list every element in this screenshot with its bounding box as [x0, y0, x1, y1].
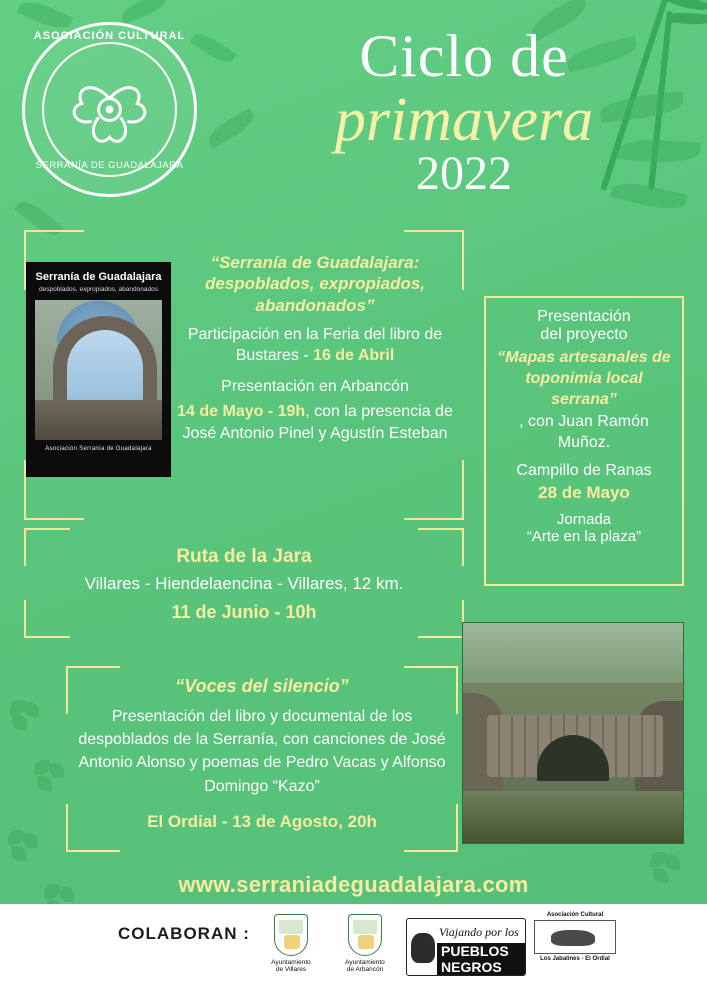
jabalines-line1: Asociación Cultural [546, 912, 604, 918]
ruta-title: Ruta de la Jara [176, 546, 312, 567]
book-event-line1 [176, 325, 454, 367]
pueblos-negros-logo [406, 918, 526, 976]
title-line-1: Ciclo de [359, 23, 569, 89]
website-url[interactable]: www.serraniadeguadalajara.com [178, 872, 529, 897]
mapas-place: Campillo de Ranas [516, 461, 652, 479]
voces-line1: Presentación del libro y documental de los despoblados de la Serranía, con canciones de José Antonio Alonso y poemas de Pedro Vacas y Alfonso Domingo “Kazo” [78, 708, 446, 795]
mapas-line4: Jornada [556, 510, 612, 528]
colaboran-label: COLABORAN : [118, 924, 250, 943]
book-cover-title: Serranía de Guadalajara [35, 271, 162, 283]
leaf-icon [119, 0, 170, 24]
book-cover-subtitle: despoblados, expropiados, abandonados [39, 286, 158, 293]
sponsor-pueblos-negros [406, 910, 526, 976]
jabalines-line2: Los Jabalines - El Ordial [540, 956, 610, 962]
book-cover-photo [35, 300, 162, 440]
pueblos-negros-line2: PUEBLOS NEGROS [437, 943, 525, 975]
book-event-line2-text: Presentación en Arbancón [221, 378, 409, 396]
sponsor-arbancon-line2: de Arbancón [346, 966, 384, 974]
pueblos-negros-line1: Viajando por los [439, 925, 519, 939]
stone-bridge-photo [462, 622, 684, 844]
boar-icon [534, 920, 616, 954]
ruta-block [34, 546, 454, 623]
mapas-line5: “Arte en la plaza” [526, 527, 642, 545]
sponsor-logos [258, 910, 616, 976]
book-event-title: “Serranía de Guadalajara: despoblados, expropiados, abandonados” [204, 253, 426, 315]
book-event-line1-date: 16 de Abril [313, 346, 395, 364]
book-cover-footer: Asociación Serranía de Guadalajara [45, 446, 152, 452]
mapas-block [492, 308, 676, 545]
sponsor-villares-line1: Ayuntamiento [271, 959, 311, 966]
voces-date: El Ordial - 13 de Agosto, 20h [147, 811, 377, 831]
footer-sponsors-bar [0, 904, 707, 1000]
coat-of-arms-icon [274, 914, 308, 956]
book-cover-image [26, 262, 171, 477]
mapas-line1: Presentación [537, 308, 631, 325]
sponsor-jabalines [534, 912, 616, 962]
sponsor-villares [258, 910, 324, 974]
ruta-date: 11 de Junio - 10h [171, 602, 317, 622]
association-logo [22, 22, 197, 197]
book-event-line2-date: 14 de Mayo - 19h [177, 403, 306, 421]
voces-block [76, 676, 448, 832]
sponsor-arbancon-line1: Ayuntamiento [345, 959, 385, 966]
logo-text-top: ASOCIACIÓN CULTURAL [33, 30, 186, 42]
book-event-line3 [176, 401, 454, 444]
goat-icon [411, 933, 435, 963]
sponsor-arbancon [332, 910, 398, 974]
flower-icon [60, 60, 159, 159]
title-year: 2022 [416, 147, 512, 201]
book-event-line2 [176, 377, 454, 398]
book-event-block [176, 252, 454, 444]
mapas-date: 28 de Mayo [538, 482, 630, 502]
title-line-2: primavera [334, 86, 594, 154]
sponsor-villares-line2: de Villares [275, 966, 307, 974]
poster-title [249, 23, 679, 201]
mapas-title: “Mapas artesanales de toponimia local serrana” [497, 349, 671, 408]
mapas-line3: , con Juan Ramón Muñoz. [519, 413, 649, 452]
book-event-line3-text: , con la presencia de José Antonio Pinel y Agustín Esteban [182, 403, 453, 442]
logo-text-bottom: SERRANÍA DE GUADALAJARA [35, 160, 184, 171]
mapas-line2: del proyecto [540, 326, 628, 343]
book-event-line1-text: Participación en la Feria del libro de Bustares - [187, 325, 443, 364]
ruta-line1: Villares - Hiendelaencina - Villares, 12 km. [84, 574, 404, 593]
voces-title: “Voces del silencio” [175, 676, 349, 696]
coat-of-arms-icon [348, 914, 382, 956]
